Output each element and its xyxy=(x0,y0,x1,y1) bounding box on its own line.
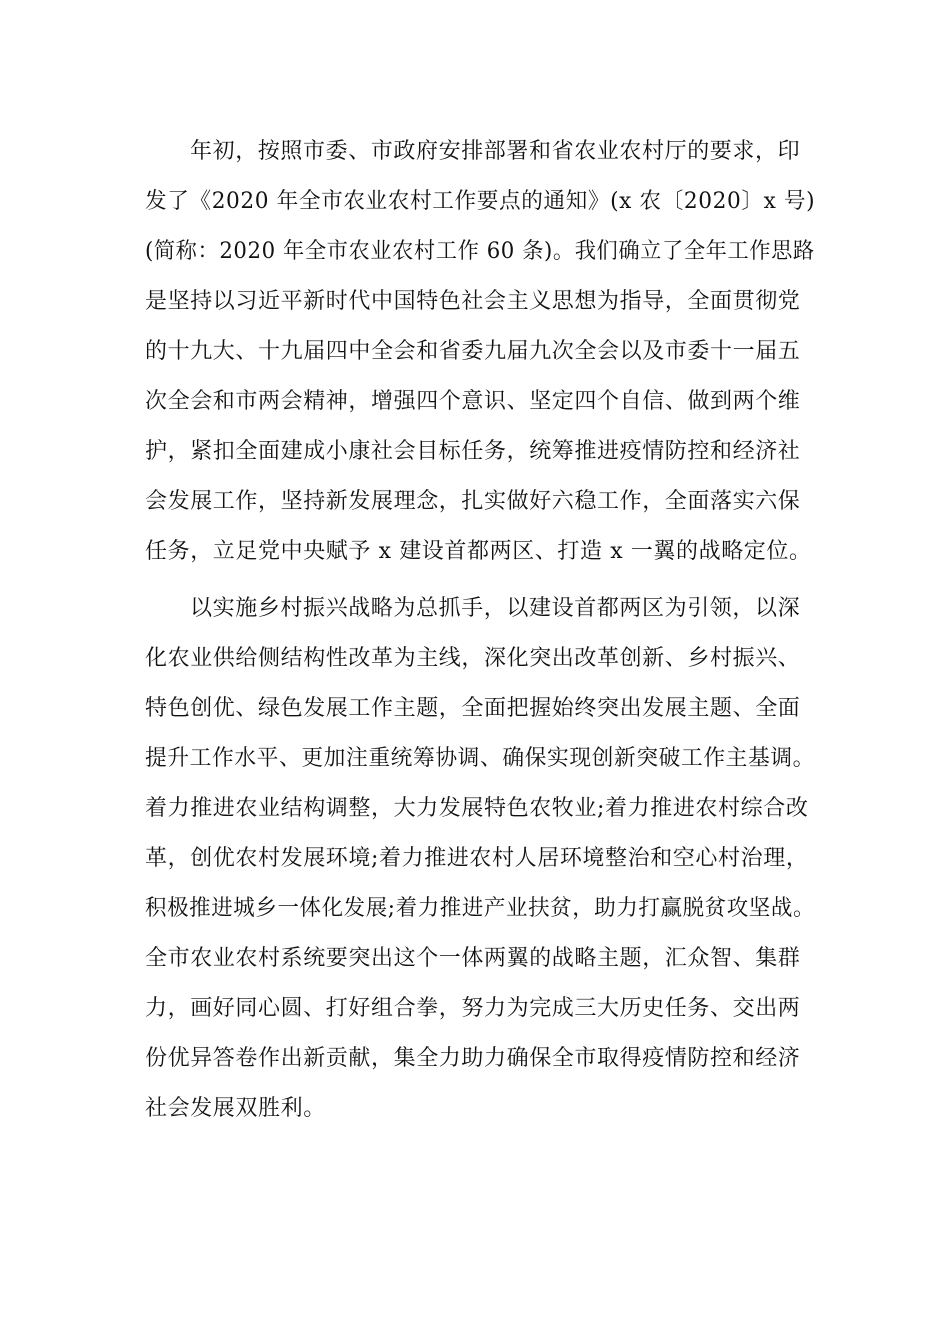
text-line: 着力推进农业结构调整，大力发展特色农牧业;着力推进农村综合改 xyxy=(145,796,809,821)
text-line: 会发展工作，坚持新发展理念，扎实做好六稳工作，全面落实六保 xyxy=(145,489,801,514)
text-line: 革，创优农村发展环境;着力推进农村人居环境整治和空心村治理， xyxy=(145,846,809,871)
text-line: 发了《2020 年全市农业农村工作要点的通知》(x 农〔2020〕x 号) xyxy=(145,189,816,214)
text-line: 年初，按照市委、市政府安排部署和省农业农村厅的要求，印 xyxy=(190,139,801,164)
text-line: 份优异答卷作出新贡献，集全力助力确保全市取得疫情防控和经济 xyxy=(145,1046,801,1071)
text-line: 化农业供给侧结构性改革为主线，深化突出改革创新、乡村振兴、 xyxy=(145,646,801,671)
text-line: (简称：2020 年全市农业农村工作 60 条)。我们确立了全年工作思路 xyxy=(145,239,815,264)
text-line: 积极推进城乡一体化发展;着力推进产业扶贫，助力打赢脱贫攻坚战。 xyxy=(145,896,816,921)
text-line: 社会发展双胜利。 xyxy=(145,1096,326,1121)
text-line: 以实施乡村振兴战略为总抓手，以建设首都两区为引领，以深 xyxy=(190,596,801,621)
text-line: 的十九大、十九届四中全会和省委九届九次全会以及市委十一届五 xyxy=(145,339,801,364)
text-line: 次全会和市两会精神，增强四个意识、坚定四个自信、做到两个维 xyxy=(145,389,801,414)
text-line: 护，紧扣全面建成小康社会目标任务，统筹推进疫情防控和经济社 xyxy=(145,439,801,464)
text-line: 特色创优、绿色发展工作主题，全面把握始终突出发展主题、全面 xyxy=(145,696,801,721)
text-line: 是坚持以习近平新时代中国特色社会主义思想为指导，全面贯彻党 xyxy=(145,289,801,314)
text-line: 提升工作水平、更加注重统筹协调、确保实现创新突破工作主基调。 xyxy=(145,746,816,771)
text-line: 任务，立足党中央赋予 x 建设首都两区、打造 x 一翼的战略定位。 xyxy=(145,539,812,564)
text-line: 全市农业农村系统要突出这个一体两翼的战略主题，汇众智、集群 xyxy=(145,946,801,971)
text-line: 力，画好同心圆、打好组合拳，努力为完成三大历史任务、交出两 xyxy=(145,996,801,1021)
